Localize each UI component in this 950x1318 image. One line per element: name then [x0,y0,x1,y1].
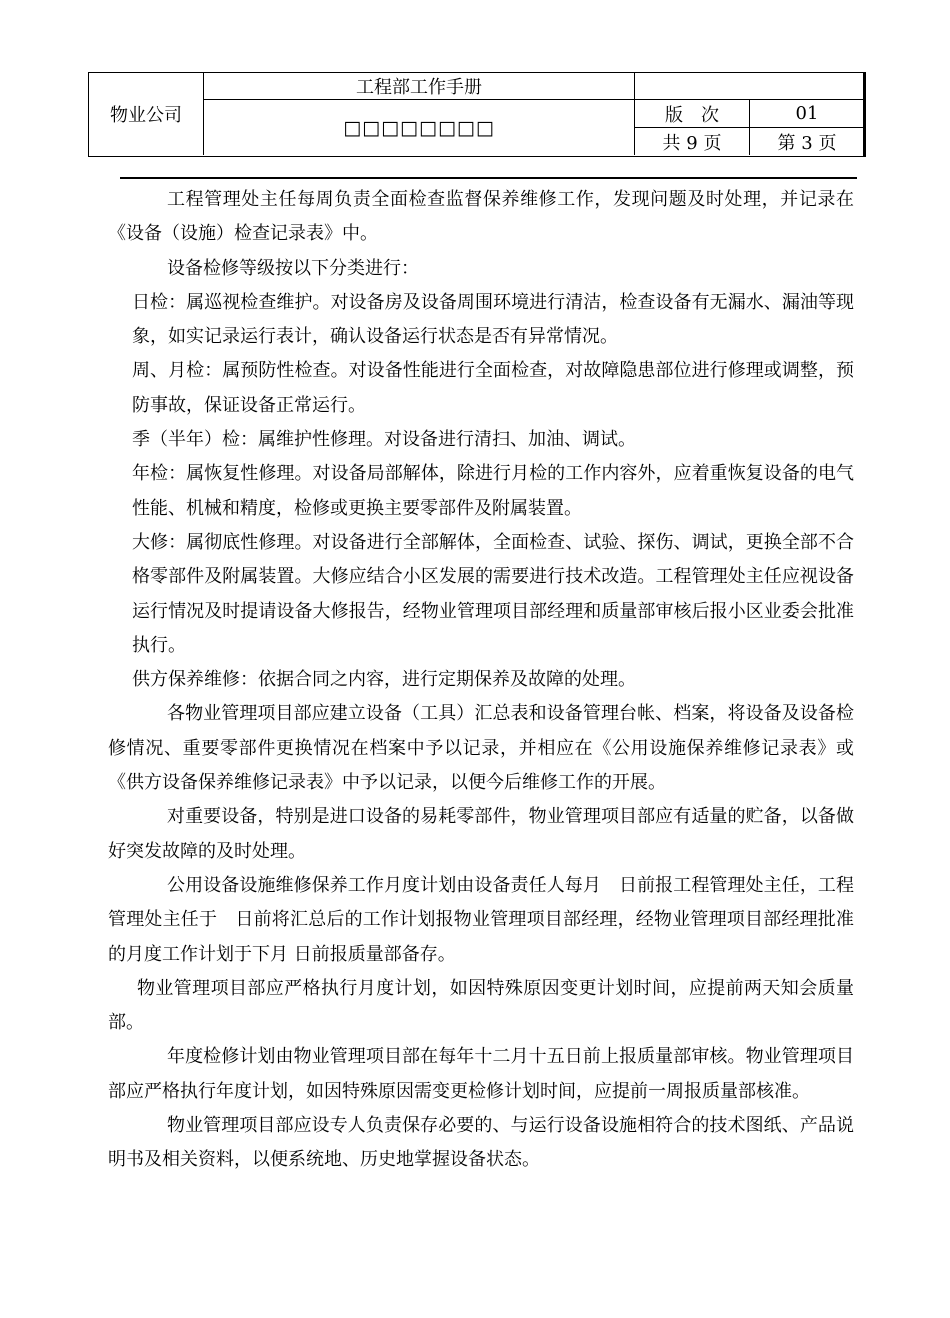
paragraph: 季（半年）检：属维护性修理。对设备进行清扫、加油、调试。 [132,429,636,451]
document-subtitle: □□□□□□□□ [343,116,495,139]
paragraph: 工程管理处主任每周负责全面检查监督保养维修工作，发现问题及时处理，并记录在《设备（设施）检查记录表》中。 [108,189,854,245]
company-name: 物业公司 [110,105,182,126]
paragraph: 大修：属彻底性修理。对设备进行全部解体，全面检查、试验、探伤、调试，更换全部不合格零部件及附属装置。大修应结合小区发展的需要进行技术改造。工程管理处主任应视设备运行情况及时提请设备大修报告，经物业管理项目部经理和质量部审核后报小区业委会批准执行。 [132,531,854,656]
header-rule [120,177,857,179]
paragraph: 年度检修计划由物业管理项目部在每年十二月十五日前上报质量部审核。物业管理项目部应严格执行年度计划，如因特殊原因需变更检修计划时间，应提前一周报质量部核准。 [108,1046,854,1102]
manual-title: 工程部工作手册 [356,77,482,98]
paragraph: 各物业管理项目部应建立设备（工具）汇总表和设备管理台帐、档案，将设备及设备检修情况、重要零部件更换情况在档案中予以记录，并相应在《公用设施保养维修记录表》或《供方设备保养维修记录表》中予以记录，以便今后维修工作的开展。 [108,703,854,794]
paragraph: 公用设备设施维修保养工作月度计划由设备责任人每月 日前报工程管理处主任，工程管理处主任于 日前将汇总后的工作计划报物业管理项目部经理，经物业管理项目部经理批准的月度工作计划于下月 日前报质量部备存。 [108,874,854,965]
total-pages: 共 9 页 [662,132,722,154]
version-label: 版 次 [665,104,719,126]
header-blank-cell [635,73,864,99]
paragraph: 日检：属巡视检查维护。对设备房及设备周围环境进行清洁，检查设备有无漏水、漏油等现象，如实记录运行表计，确认设备运行状态是否有异常情况。 [132,291,854,348]
paragraph: 周、月检：属预防性检查。对设备性能进行全面检查，对故障隐患部位进行修理或调整，预防事故，保证设备正常运行。 [132,360,854,416]
version-value: 01 [795,103,819,124]
paragraph: 供方保养维修：依据合同之内容，进行定期保养及故障的处理。 [132,669,636,691]
document-header-table [88,72,866,157]
current-page: 第 3 页 [777,132,837,154]
paragraph: 对重要设备，特别是进口设备的易耗零部件，物业管理项目部应有适量的贮备，以备做好突发故障的及时处理。 [108,806,854,862]
document-body [108,183,854,1178]
paragraph: 年检：属恢复性修理。对设备局部解体，除进行月检的工作内容外，应着重恢复设备的电气性能、机械和精度，检修或更换主要零部件及附属装置。 [132,463,854,519]
paragraph: 物业管理项目部应设专人负责保存必要的、与运行设备设施相符合的技术图纸、产品说明书及相关资料，以便系统地、历史地掌握设备状态。 [108,1115,854,1171]
paragraph: 设备检修等级按以下分类进行： [167,257,419,279]
paragraph: 物业管理项目部应严格执行月度计划，如因特殊原因变更计划时间，应提前两天知会质量部。 [108,977,854,1034]
